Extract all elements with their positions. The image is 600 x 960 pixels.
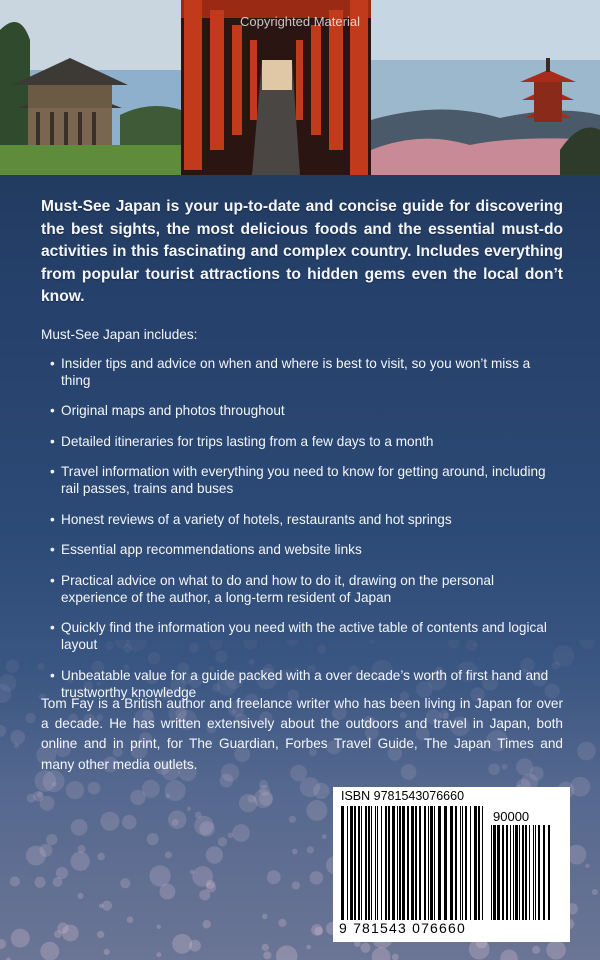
blossom-speck xyxy=(6,659,20,673)
barcode-bar xyxy=(478,806,480,920)
blossom-speck xyxy=(149,865,170,886)
barcode-bar xyxy=(354,806,356,920)
blossom-speck xyxy=(310,871,323,884)
barcode-bar xyxy=(411,806,414,920)
barcode-bar xyxy=(502,825,504,920)
blossom-speck xyxy=(532,946,540,954)
blossom-speck xyxy=(25,713,35,723)
blossom-speck xyxy=(172,934,192,954)
price-code: 90000 xyxy=(493,809,530,824)
barcode-bar xyxy=(428,806,429,920)
barcode-bar xyxy=(358,806,360,920)
bullet-icon: • xyxy=(50,433,55,449)
blossom-speck xyxy=(194,816,214,836)
blossom-speck xyxy=(592,889,598,895)
ean-number: 9 781543 076660 xyxy=(339,920,466,936)
blossom-speck xyxy=(26,846,46,866)
blossom-speck xyxy=(66,781,84,799)
barcode-bar xyxy=(347,806,348,920)
barcode-bar xyxy=(385,806,387,920)
barcode-bar xyxy=(434,806,435,920)
feature-text: Travel information with everything you need to know for getting around, including rail passes, trains and buses xyxy=(61,464,546,496)
bullet-icon: • xyxy=(50,511,55,527)
blossom-speck xyxy=(156,952,161,957)
feature-text: Practical advice on what to do and how to do it, drawing on the personal experience of the author, a long-term resident of Japan xyxy=(61,572,495,605)
blossom-speck xyxy=(190,870,195,875)
blossom-speck xyxy=(372,947,391,960)
barcode-bar xyxy=(444,806,447,920)
blossom-speck xyxy=(289,816,296,823)
blossom-speck xyxy=(276,946,298,960)
blossom-speck xyxy=(165,851,172,858)
blossom-speck xyxy=(322,834,327,839)
barcode-bar xyxy=(397,806,398,920)
blossom-speck xyxy=(172,819,179,826)
barcode-bar xyxy=(392,806,395,920)
blossom-speck xyxy=(313,783,329,799)
feature-text: Essential app recommendations and website links xyxy=(61,542,362,557)
barcode-bar xyxy=(341,806,344,920)
blossom-speck xyxy=(392,954,399,960)
blossom-speck xyxy=(97,931,104,938)
blossom-speck xyxy=(10,730,25,745)
barcode-bar xyxy=(377,806,378,920)
blossom-speck xyxy=(142,780,160,798)
isbn-barcode xyxy=(333,787,570,942)
barcode-bar xyxy=(470,806,471,920)
barcode-bar xyxy=(533,825,534,920)
blossom-speck xyxy=(0,725,6,737)
barcode-bar xyxy=(350,806,353,920)
barcode-bar xyxy=(482,806,483,920)
blossom-speck xyxy=(122,815,137,830)
blossom-speck xyxy=(102,901,112,911)
blossom-speck xyxy=(206,880,215,889)
blossom-speck xyxy=(239,794,257,812)
blossom-speck xyxy=(156,925,160,929)
feature-text: Honest reviews of a variety of hotels, restaurants and hot springs xyxy=(61,511,452,527)
intro-paragraph: Must-See Japan is your up-to-date and concise guide for discovering the best sights, the most delicious foods and the essential must-do activities in this fascinating and complex country. Includes everything from popular tourist attractions to hidden gems even the local don’t know. xyxy=(41,198,563,305)
feature-item xyxy=(41,402,563,419)
bullet-icon: • xyxy=(50,464,55,479)
back-cover-text xyxy=(41,196,563,714)
blossom-speck xyxy=(218,837,227,846)
isbn-label: ISBN 9781543076660 xyxy=(341,789,465,803)
barcode-bar xyxy=(399,806,401,920)
barcode-bar xyxy=(543,825,545,920)
feature-text: Original maps and photos throughout xyxy=(61,403,285,418)
blossom-speck xyxy=(147,833,159,845)
blossom-speck xyxy=(0,939,6,949)
blossom-speck xyxy=(315,927,323,935)
barcode-bar xyxy=(535,825,536,920)
blossom-speck xyxy=(307,846,314,853)
barcode-bar xyxy=(438,806,441,920)
blossom-speck xyxy=(77,893,83,899)
blossom-speck xyxy=(202,920,210,928)
barcode-bar xyxy=(388,806,390,920)
barcode-bar xyxy=(529,825,530,920)
feature-text: Insider tips and advice on when and where is best to visit, so you won’t miss a thing xyxy=(61,355,531,388)
feature-item xyxy=(41,433,563,450)
barcode-bar xyxy=(538,825,540,920)
blossom-speck xyxy=(546,940,565,959)
ean-barcode-bars xyxy=(341,806,486,920)
bullet-icon: • xyxy=(50,572,55,588)
blossom-speck xyxy=(267,870,281,884)
barcode-bar xyxy=(402,806,405,920)
barcode-bar xyxy=(515,825,518,920)
barcode-bar xyxy=(371,806,372,920)
blossom-speck xyxy=(54,930,62,938)
blossom-speck xyxy=(0,674,16,691)
blossom-speck xyxy=(40,796,55,811)
bullet-icon: • xyxy=(50,542,55,557)
barcode-bar xyxy=(462,806,463,920)
author-bio: Tom Fay is a British author and freelance writer who has been living in Japan for over a decade. He has written extensively about the outdoors and travel in Japan, both online and in print, for The Guardian, Forbes Travel Guide, The Japan Times and many other media outlets. xyxy=(41,696,563,772)
barcode-bar xyxy=(375,806,376,920)
feature-item xyxy=(41,541,563,558)
blossom-speck xyxy=(62,925,79,942)
blossom-speck xyxy=(40,942,59,960)
barcode-bar xyxy=(381,806,382,920)
barcode-bar xyxy=(465,806,467,920)
feature-text: Quickly find the information you need with the active table of contents and logical layout xyxy=(61,620,547,652)
barcode-bar xyxy=(368,806,370,920)
barcode-bar xyxy=(513,825,514,920)
blossom-speck xyxy=(262,944,269,951)
blossom-speck xyxy=(88,782,101,795)
bullet-icon: • xyxy=(50,620,55,635)
barcode-bar xyxy=(506,825,508,920)
blossom-speck xyxy=(500,950,518,960)
blossom-speck xyxy=(37,791,43,797)
barcode-bar xyxy=(415,806,417,920)
barcode-bar xyxy=(455,806,457,920)
blossom-speck xyxy=(579,640,594,649)
blossom-speck xyxy=(577,742,596,761)
blossom-speck xyxy=(199,890,210,901)
barcode-bar xyxy=(519,825,520,920)
blossom-speck xyxy=(232,824,250,842)
blossom-speck xyxy=(259,785,270,796)
barcode-bar xyxy=(548,825,550,920)
barcode-bar xyxy=(525,825,527,920)
barcode-bar xyxy=(460,806,461,920)
includes-heading: Must-See Japan includes: xyxy=(41,326,198,342)
barcode-bar xyxy=(419,806,421,920)
barcode-bar xyxy=(497,825,500,920)
blossom-speck xyxy=(104,949,110,955)
blossom-speck xyxy=(278,919,286,927)
barcode-bar xyxy=(493,825,496,920)
blossom-speck xyxy=(127,916,134,923)
blossom-speck xyxy=(306,800,327,821)
blossom-speck xyxy=(165,794,170,799)
blossom-speck xyxy=(292,849,298,855)
addon-barcode-bars xyxy=(491,825,553,920)
blossom-speck xyxy=(71,819,88,836)
blossom-speck xyxy=(120,878,130,888)
feature-text: Detailed itineraries for trips lasting from a few days to a month xyxy=(61,433,434,449)
blossom-speck xyxy=(159,883,175,899)
barcode-bar xyxy=(491,825,492,920)
barcode-bar xyxy=(450,806,453,920)
barcode-bar xyxy=(510,825,511,920)
blossom-speck xyxy=(70,852,89,871)
blossom-speck xyxy=(34,877,45,888)
barcode-bar xyxy=(522,825,524,920)
blossom-speck xyxy=(585,864,589,868)
blossom-speck xyxy=(262,914,268,920)
blossom-speck xyxy=(228,832,234,838)
feature-item xyxy=(41,355,563,389)
blossom-speck xyxy=(263,951,271,959)
barcode-bar xyxy=(474,806,477,920)
feature-item xyxy=(41,463,563,497)
blossom-speck xyxy=(97,853,105,861)
bullet-icon: • xyxy=(50,667,55,683)
blossom-speck xyxy=(10,876,20,886)
barcode-bar xyxy=(407,806,409,920)
feature-item xyxy=(41,619,563,653)
features-list xyxy=(41,355,563,701)
blossom-speck xyxy=(361,943,371,953)
blossom-speck xyxy=(46,834,57,845)
feature-text: Unbeatable value for a guide packed with a over decade’s worth of first hand and trustworthy knowledge xyxy=(61,667,549,700)
bullet-icon: • xyxy=(50,403,55,418)
blossom-speck xyxy=(14,743,19,748)
blossom-speck xyxy=(11,929,30,948)
watermark: Copyrighted Material xyxy=(240,14,360,29)
blossom-speck xyxy=(53,877,63,887)
feature-item xyxy=(41,572,563,606)
bullet-icon: • xyxy=(50,355,55,371)
blossom-speck xyxy=(206,846,223,863)
feature-item xyxy=(41,511,563,528)
barcode-bar xyxy=(430,806,433,920)
barcode-bar xyxy=(365,806,367,920)
blossom-speck xyxy=(100,812,119,831)
blossom-speck xyxy=(187,807,191,811)
barcode-bar xyxy=(361,806,362,920)
blossom-speck xyxy=(292,881,300,889)
barcode-bar xyxy=(424,806,426,920)
blossom-speck xyxy=(306,945,311,950)
